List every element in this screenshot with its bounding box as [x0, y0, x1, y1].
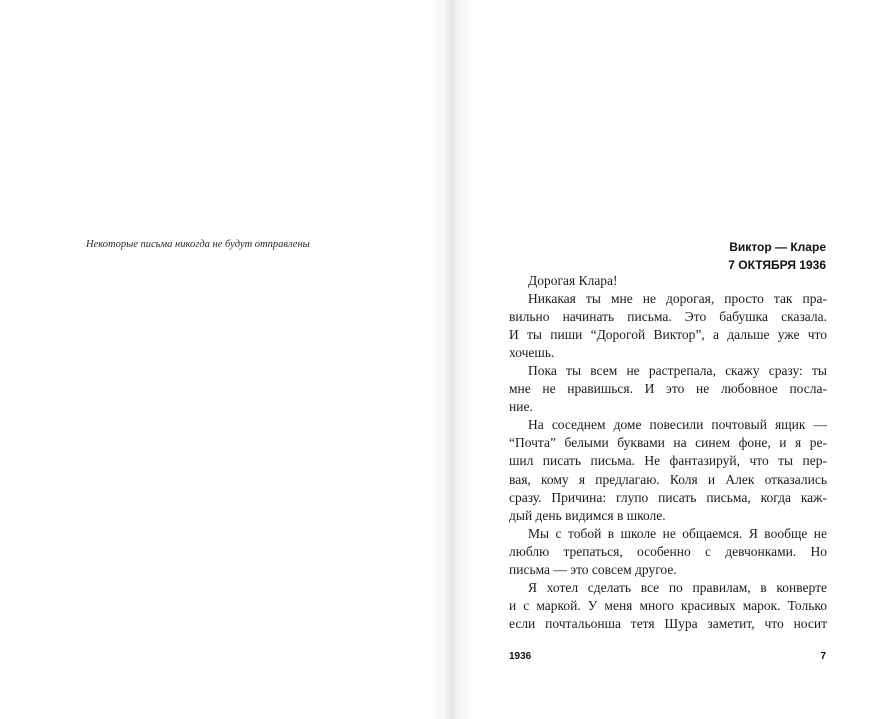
text-line: хочешь.: [509, 345, 555, 361]
running-title: 1936: [509, 651, 532, 662]
text-line: Дорогая Клара!: [528, 273, 618, 288]
text-line: Я хотел сделать все по правилам, в конверте: [528, 579, 827, 595]
text-line: люблю трепаться, особенно с девчонками. Но: [509, 543, 827, 559]
page-number: 7: [820, 651, 826, 662]
letter-header: [728, 238, 826, 274]
text-line: ние.: [509, 399, 533, 415]
text-line: вая, кому я предлагаю. Коля и Алек отказались: [509, 471, 827, 487]
text-line: мне не нравишься. И это не любовное посла-: [509, 381, 827, 397]
letter-body: [509, 272, 827, 633]
text-line: и с маркой. У меня много красивых марок. Только: [509, 597, 827, 613]
text-line: И ты пиши “Дорогой Виктор”, а дальше уже что: [509, 327, 827, 343]
text-line: Никакая ты мне не дорогая, просто так пра-: [528, 291, 827, 307]
letter-date-line: 7 ОКТЯБРЯ 1936: [728, 258, 826, 272]
text-line: На соседнем доме повесили почтовый ящик —: [528, 417, 827, 433]
text-line: если почтальонша тетя Шура заметит, что носит: [509, 615, 827, 631]
text-line: сразу. Причина: глупо писать письма, когда каж-: [509, 489, 827, 505]
text-line: дый день видимся в школе.: [509, 507, 666, 523]
epigraph: Некоторые письма никогда не будут отправлены: [86, 239, 310, 250]
letter-author-line: Виктор — Кларе: [729, 240, 826, 254]
text-line: Пока ты всем не растрепала, скажу сразу: ты: [528, 363, 827, 379]
text-line: письма — это совсем другое.: [509, 561, 677, 577]
text-line: шил писать письма. Не фантазируй, что ты пер-: [509, 453, 827, 469]
text-line: вильно начинать письма. Это бабушка сказала.: [509, 309, 827, 325]
text-line: “Почта” белыми буквами на синем фоне, и я ре-: [509, 435, 827, 451]
text-line: Мы с тобой в школе не общаемся. Я вообще не: [528, 525, 827, 541]
